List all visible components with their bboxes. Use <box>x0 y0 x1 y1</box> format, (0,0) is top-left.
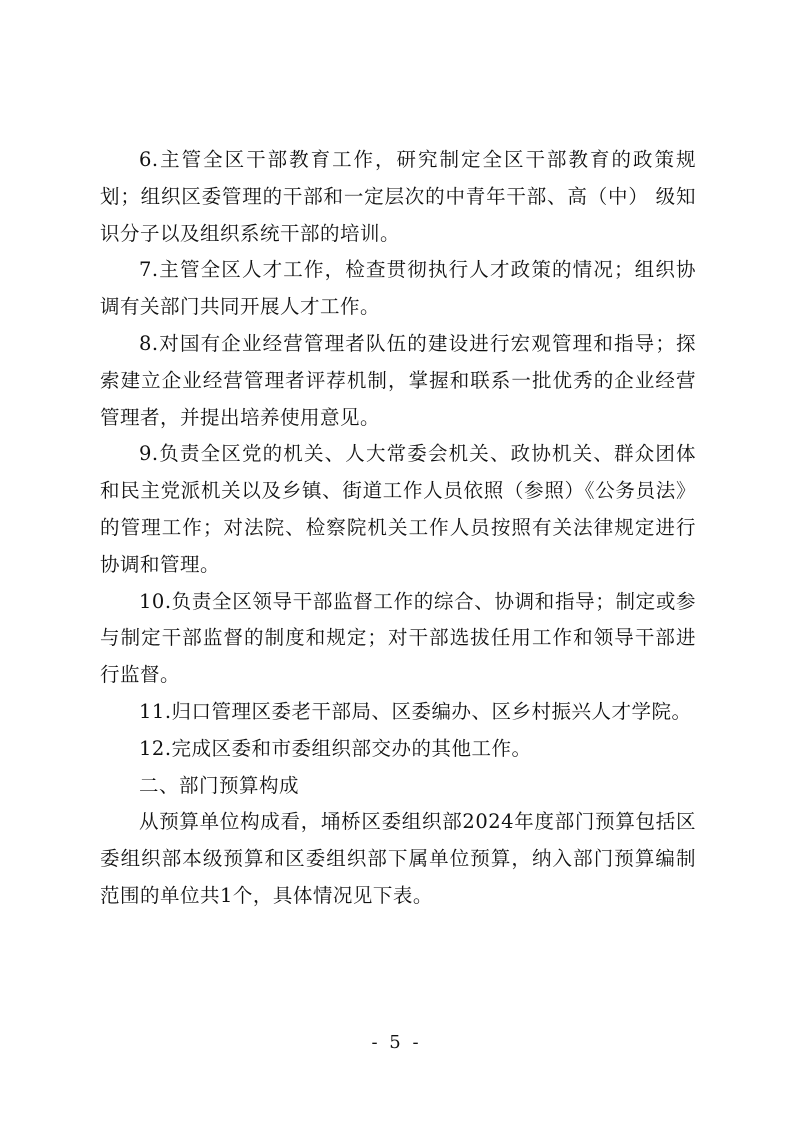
duty-paragraph-9: 9.负责全区党的机关、人大常委会机关、政协机关、群众团体和民主党派机关以及乡镇、街道工作人员依照（参照）《公务员法》的管理工作；对法院、检察院机关工作人员按照有关法律规定进行协调和管理。 <box>100 442 696 576</box>
duty-paragraph-12: 12.完成区委和市委组织部交办的其他工作。 <box>139 736 532 760</box>
document-body <box>100 142 696 915</box>
section-heading: 二、部门预算构成 <box>139 773 300 797</box>
duty-paragraph-6: 6.主管全区干部教育工作，研究制定全区干部教育的政策规划；组织区委管理的干部和一定层次的中青年干部、高（中） 级知识分子以及组织系统干部的培训。 <box>100 148 696 245</box>
budget-composition-paragraph: 从预算单位构成看，埇桥区委组织部2024年度部门预算包括区委组织部本级预算和区委组织部下属单位预算，纳入部门预算编制范围的单位共1个，具体情况见下表。 <box>100 810 696 907</box>
page-number: - 5 - <box>371 1032 422 1053</box>
duty-paragraph-7: 7.主管全区人才工作，检查贯彻执行人才政策的情况；组织协调有关部门共同开展人才工作。 <box>100 258 696 319</box>
duty-paragraph-8: 8.对国有企业经营管理者队伍的建设进行宏观管理和指导；探索建立企业经营管理者评荐机制，掌握和联系一批优秀的企业经营管理者，并提出培养使用意见。 <box>100 331 696 429</box>
duty-paragraph-10: 10.负责全区领导干部监督工作的综合、协调和指导；制定或参与制定干部监督的制度和规定；对干部选拔任用工作和领导干部进行监督。 <box>100 589 696 687</box>
duty-paragraph-11: 11.归口管理区委老干部局、区委编办、区乡村振兴人才学院。 <box>139 699 692 723</box>
